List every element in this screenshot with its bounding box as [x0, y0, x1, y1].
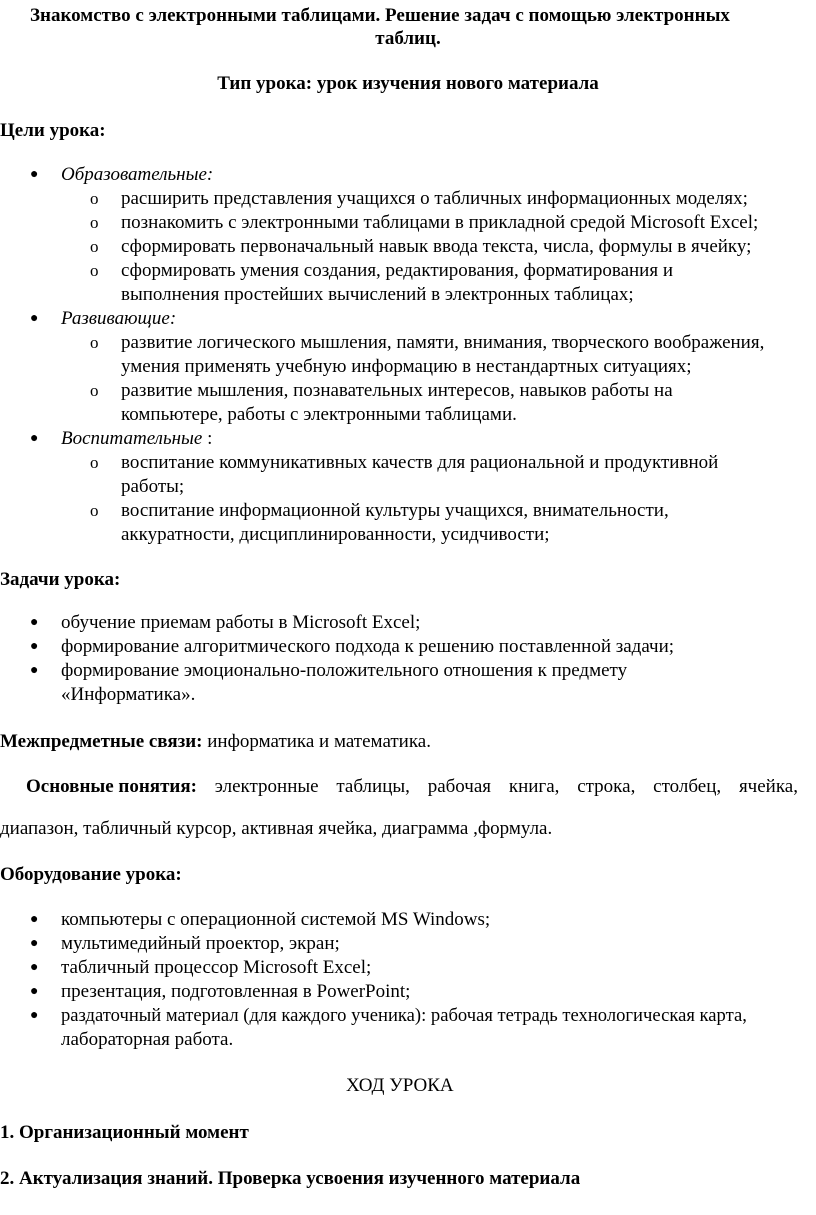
goals-edu-label: Образовательные: — [61, 164, 214, 185]
task-item: формирование алгоритмического подхода к решению поставленной задачи; — [61, 636, 675, 657]
goals-dev-item-cont: умения применять учебную информацию в нестандартных ситуациях; — [121, 356, 692, 377]
concepts-word: ячейка, — [738, 776, 798, 797]
circle-bullet-icon: o — [90, 453, 99, 472]
goals-dev-label: Развивающие: — [61, 308, 177, 329]
concepts-word: столбец, — [653, 776, 722, 797]
bullet-icon: ● — [30, 615, 39, 630]
bullet-icon: ● — [30, 167, 39, 182]
concepts-word: таблицы, — [336, 776, 410, 797]
task-item: формирование эмоционально-положительного отношения к предмету — [61, 660, 628, 681]
concepts-word: книга, — [508, 776, 560, 797]
links-text: информатика и математика. — [202, 731, 431, 752]
bullet-icon: ● — [30, 311, 39, 326]
course-heading: ХОД УРОКА — [346, 1075, 454, 1096]
lesson-type: Тип урока: урок изучения нового материала — [217, 73, 599, 94]
goals-dev-item: развитие мышления, познавательных интересов, навыков работы на — [121, 380, 673, 401]
circle-bullet-icon: o — [90, 381, 99, 400]
circle-bullet-icon: o — [90, 189, 99, 208]
bullet-icon: ● — [30, 960, 39, 975]
bullet-icon: ● — [30, 431, 39, 446]
circle-bullet-icon: o — [90, 501, 99, 520]
goals-upb-colon: : — [202, 428, 213, 449]
document-title-line2: таблиц. — [375, 28, 441, 49]
concepts-line2: диапазон, табличный курсор, активная ячейка, диаграмма ,формула. — [0, 818, 553, 839]
goals-upb-item-cont: аккуратности, дисциплинированности, усидчивости; — [121, 524, 550, 545]
goals-upb-label-row — [61, 428, 212, 450]
document-title-line1: Знакомство с электронными таблицами. Решение задач с помощью электронных — [30, 5, 730, 26]
goals-edu-item: сформировать умения создания, редактирования, форматирования и — [121, 260, 674, 281]
goals-edu-item: познакомить с электронными таблицами в прикладной средой Microsoft Excel; — [121, 212, 759, 233]
goals-edu-item-cont: выполнения простейших вычислений в электронных таблицах; — [121, 284, 634, 305]
bullet-icon: ● — [30, 639, 39, 654]
step-2-heading: 2. Актуализация знаний. Проверка усвоения изученного материала — [0, 1168, 581, 1189]
concepts-word: строка, — [577, 776, 636, 797]
goals-edu-item: расширить представления учащихся о табличных информационных моделях; — [121, 188, 748, 209]
equipment-item: раздаточный материал (для каждого ученика): рабочая тетрадь технологическая карта, — [61, 1005, 747, 1026]
goals-upb-item-cont: работы; — [121, 476, 185, 497]
goals-dev-item: развитие логического мышления, памяти, внимания, творческого воображения, — [121, 332, 765, 353]
equipment-item: табличный процессор Microsoft Excel; — [61, 957, 372, 978]
equipment-item: мультимедийный проектор, экран; — [61, 933, 340, 954]
step-1-heading: 1. Организационный момент — [0, 1122, 249, 1143]
tasks-heading: Задачи урока: — [0, 569, 121, 590]
circle-bullet-icon: o — [90, 237, 99, 256]
circle-bullet-icon: o — [90, 333, 99, 352]
equipment-item-cont: лабораторная работа. — [61, 1029, 234, 1050]
bullet-icon: ● — [30, 984, 39, 999]
goals-upb-item: воспитание коммуникативных качеств для рациональной и продуктивной — [121, 452, 719, 473]
equipment-item: презентация, подготовленная в PowerPoint; — [61, 981, 411, 1002]
circle-bullet-icon: o — [90, 261, 99, 280]
goals-upb-item: воспитание информационной культуры учащихся, внимательности, — [121, 500, 669, 521]
links-paragraph — [0, 731, 431, 753]
bullet-icon: ● — [30, 936, 39, 951]
links-label: Межпредметные связи: — [0, 731, 203, 752]
bullet-icon: ● — [30, 663, 39, 678]
equipment-item: компьютеры с операционной системой MS Windows; — [61, 909, 491, 930]
concepts-line1 — [26, 776, 798, 798]
bullet-icon: ● — [30, 912, 39, 927]
equipment-heading: Оборудование урока: — [0, 864, 182, 885]
goals-dev-item-cont: компьютере, работы с электронными таблицами. — [121, 404, 517, 425]
concepts-word: рабочая — [427, 776, 492, 797]
task-item: обучение приемам работы в Microsoft Excel; — [61, 612, 421, 633]
goals-heading: Цели урока: — [0, 120, 106, 141]
task-item-cont: «Информатика». — [61, 684, 196, 705]
goals-edu-item: сформировать первоначальный навык ввода текста, числа, формулы в ячейку; — [121, 236, 752, 257]
bullet-icon: ● — [30, 1008, 39, 1023]
circle-bullet-icon: o — [90, 213, 99, 232]
goals-upb-label: Воспитательные — [61, 428, 203, 449]
concepts-label: Основные понятия: — [26, 776, 197, 797]
concepts-word: электронные — [214, 776, 319, 797]
